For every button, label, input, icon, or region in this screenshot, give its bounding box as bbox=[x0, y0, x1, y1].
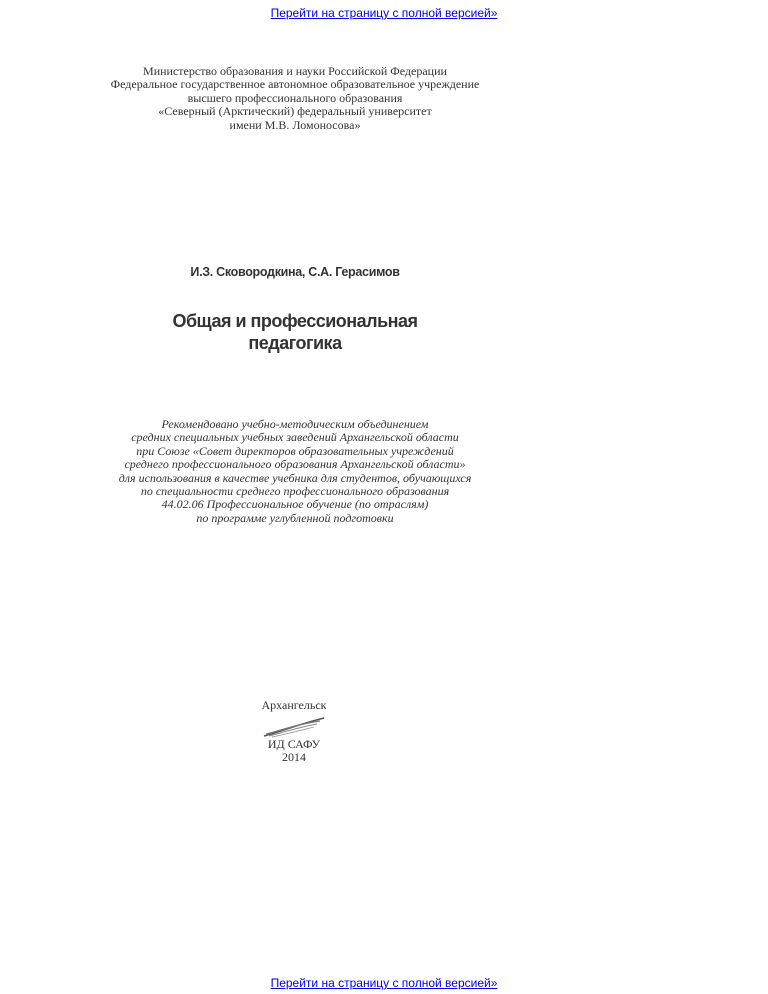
ministry-line: Федеральное государственное автономное образовательное учреждение bbox=[110, 77, 480, 92]
recommendation-line: среднего профессионального образования Архангельской области» bbox=[124, 457, 466, 472]
ministry-header bbox=[60, 65, 530, 132]
publisher-info bbox=[194, 738, 394, 765]
book-authors: И.З. Сковородкина, С.А. Герасимов bbox=[190, 265, 400, 279]
publication-city: Архангельск bbox=[261, 698, 327, 712]
book-title bbox=[60, 310, 530, 354]
ministry-line: «Северный (Арктический) федеральный университет bbox=[158, 104, 432, 119]
recommendation-line: Рекомендовано учебно-методическим объединением bbox=[161, 417, 429, 431]
ministry-line: высшего профессионального образования bbox=[187, 90, 403, 105]
recommendation-line: для использования в качестве учебника для студентов, обучающихся bbox=[118, 470, 472, 485]
ministry-line: Министерство образования и науки Российской Федерации bbox=[143, 64, 447, 78]
book-title-line: педагогика bbox=[248, 333, 342, 353]
full-version-link-bottom[interactable]: Перейти на страницу с полной версией» bbox=[270, 976, 498, 990]
publication-year: 2014 bbox=[282, 750, 306, 765]
publisher-name: ИД САФУ bbox=[267, 737, 321, 751]
recommendation-line: по программе углубленной подготовки bbox=[196, 510, 394, 525]
recommendation-line: по специальности среднего профессионального образования bbox=[140, 484, 450, 499]
ministry-line: имени М.В. Ломоносова» bbox=[229, 117, 361, 132]
recommendation-line: при Союзе «Совет директоров образовательных учреждений bbox=[136, 443, 454, 458]
publisher-logo-icon bbox=[262, 716, 326, 738]
book-title-line: Общая и профессиональная bbox=[172, 311, 418, 331]
recommendation-text bbox=[40, 418, 550, 525]
full-version-link-top[interactable]: Перейти на страницу с полной версией» bbox=[270, 6, 498, 20]
recommendation-line: 44.02.06 Профессиональное обучение (по отраслям) bbox=[161, 497, 429, 512]
recommendation-line: средних специальных учебных заведений Архангельской области bbox=[131, 430, 459, 445]
